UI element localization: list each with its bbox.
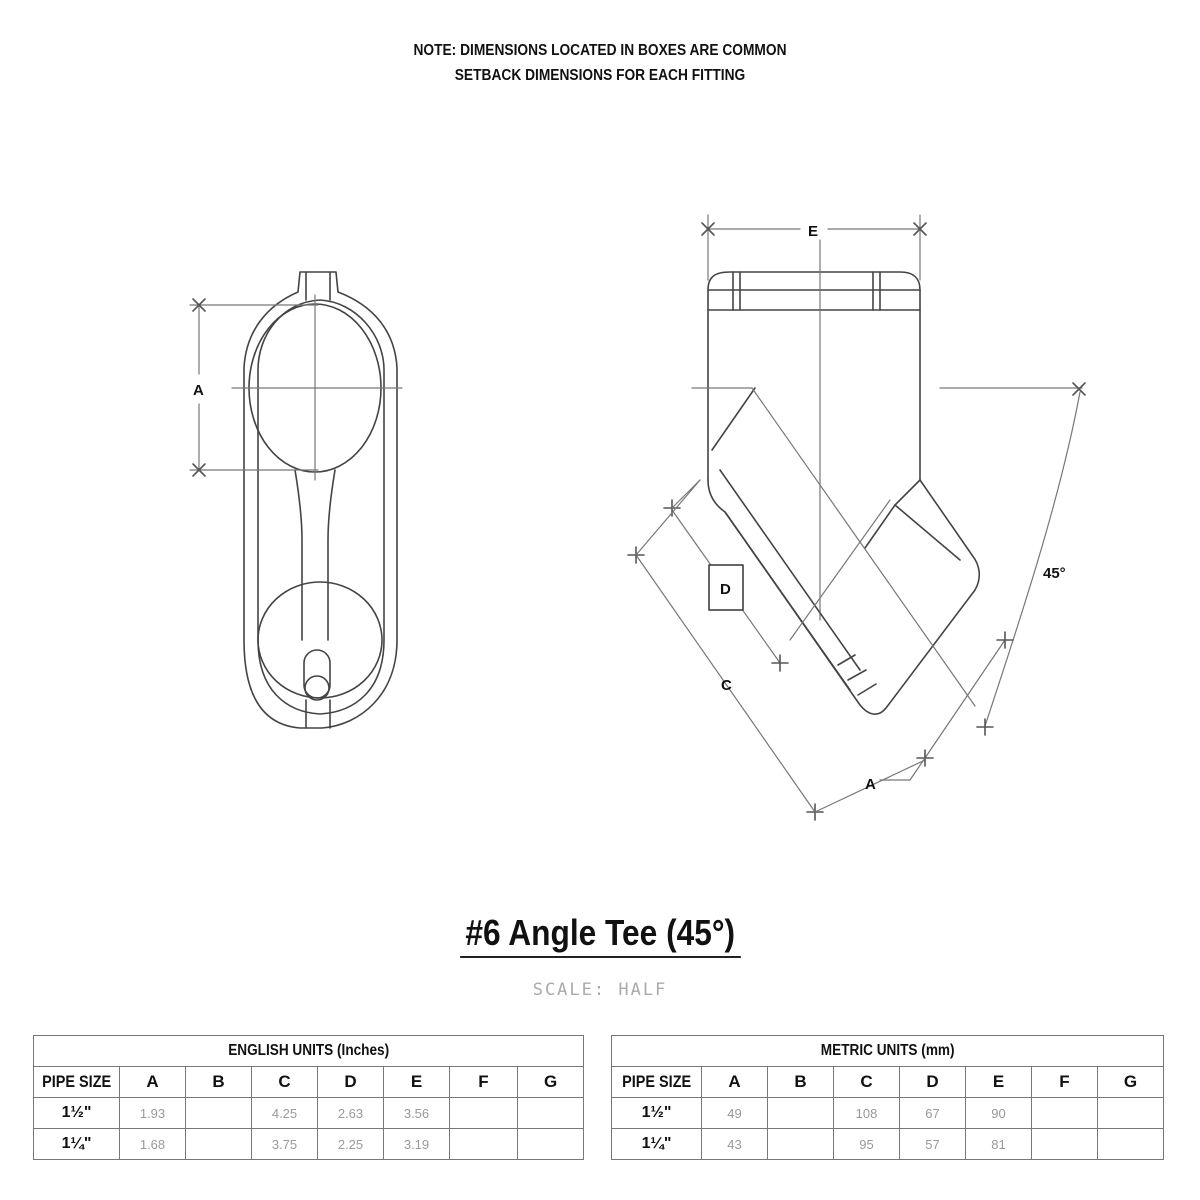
value-cell: 90 — [966, 1098, 1032, 1129]
e-label: E — [808, 223, 819, 240]
value-cell: 1.93 — [120, 1098, 186, 1129]
value-cell: 95 — [834, 1129, 900, 1160]
end-view — [190, 272, 402, 728]
value-cell — [768, 1129, 834, 1160]
right-a-label: A — [865, 776, 876, 793]
metric-units-table — [611, 1035, 1164, 1160]
title-text: #6 Angle Tee (45°) — [460, 912, 740, 958]
value-cell — [768, 1098, 834, 1129]
value-cell: 57 — [900, 1129, 966, 1160]
value-cell — [1032, 1129, 1098, 1160]
value-cell — [518, 1098, 584, 1129]
table-row — [612, 1098, 1164, 1129]
value-cell: 1.68 — [120, 1129, 186, 1160]
end-view-inner-outline — [258, 300, 384, 714]
note-line-1: NOTE: DIMENSIONS LOCATED IN BOXES ARE COMMON — [413, 42, 787, 59]
pipe-size-cell: 1¼" — [612, 1129, 702, 1160]
value-cell — [450, 1129, 518, 1160]
value-cell — [1098, 1098, 1164, 1129]
value-cell — [186, 1098, 252, 1129]
d-label: D — [720, 581, 731, 598]
left-a-label: A — [193, 382, 204, 399]
lower-circle — [258, 582, 382, 698]
value-cell: 2.63 — [318, 1098, 384, 1129]
value-cell: 108 — [834, 1098, 900, 1129]
value-cell: 3.75 — [252, 1129, 318, 1160]
table-row — [612, 1129, 1164, 1160]
pipe-size-cell: 1½" — [34, 1098, 120, 1129]
metric-table-caption: METRIC UNITS (mm) — [612, 1036, 1164, 1067]
angle-label: 45° — [1043, 565, 1066, 582]
metric-header-cell: C — [834, 1067, 900, 1098]
value-cell: 67 — [900, 1098, 966, 1129]
note-line-2: SETBACK DIMENSIONS FOR EACH FITTING — [454, 67, 746, 84]
english-header-cell: A — [120, 1067, 186, 1098]
end-view-outline — [244, 272, 397, 728]
scale-text: SCALE: HALF — [532, 980, 668, 1000]
c-label: C — [721, 677, 732, 694]
english-units-table — [33, 1035, 584, 1160]
english-header-cell: F — [450, 1067, 518, 1098]
pipe-size-cell: 1½" — [612, 1098, 702, 1129]
value-cell: 3.19 — [384, 1129, 450, 1160]
value-cell: 3.56 — [384, 1098, 450, 1129]
metric-header-cell: A — [702, 1067, 768, 1098]
metric-header-cell: F — [1032, 1067, 1098, 1098]
value-cell — [1098, 1129, 1164, 1160]
value-cell — [186, 1129, 252, 1160]
metric-header-cell: D — [900, 1067, 966, 1098]
value-cell: 4.25 — [252, 1098, 318, 1129]
value-cell: 81 — [966, 1129, 1032, 1160]
english-header-cell: PIPE SIZE — [34, 1067, 120, 1098]
english-header-cell: G — [518, 1067, 584, 1098]
value-cell: 43 — [702, 1129, 768, 1160]
english-header-cell: D — [318, 1067, 384, 1098]
side-view — [628, 215, 1085, 820]
english-header-cell: E — [384, 1067, 450, 1098]
english-header-cell: B — [186, 1067, 252, 1098]
metric-header-cell: B — [768, 1067, 834, 1098]
english-header-cell: C — [252, 1067, 318, 1098]
set-screw — [304, 650, 330, 698]
value-cell — [518, 1129, 584, 1160]
pipe-size-cell: 1¼" — [34, 1129, 120, 1160]
branch-outer — [708, 480, 979, 714]
value-cell: 49 — [702, 1098, 768, 1129]
drawing-title — [0, 912, 1200, 958]
value-cell — [450, 1098, 518, 1129]
metric-header-cell: G — [1098, 1067, 1164, 1098]
value-cell: 2.25 — [318, 1129, 384, 1160]
value-cell — [1032, 1098, 1098, 1129]
metric-header-cell: PIPE SIZE — [612, 1067, 702, 1098]
metric-header-cell: E — [966, 1067, 1032, 1098]
table-row — [34, 1129, 584, 1160]
table-row — [34, 1098, 584, 1129]
english-table-caption: ENGLISH UNITS (Inches) — [34, 1036, 584, 1067]
